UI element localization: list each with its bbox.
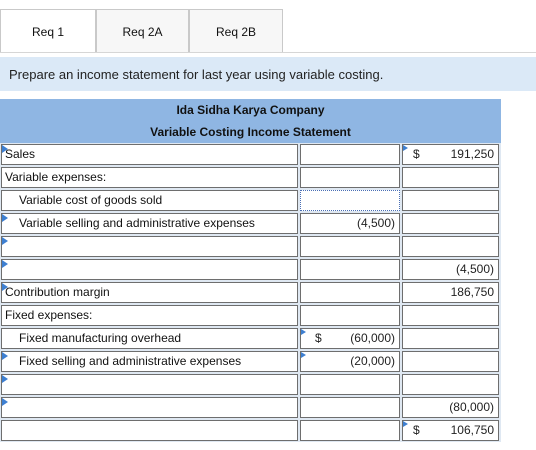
row-label: Contribution margin: [5, 285, 110, 299]
amount-field[interactable]: [300, 167, 400, 188]
dropdown-indicator-icon: [403, 421, 408, 427]
total-field[interactable]: [402, 328, 499, 349]
statement-row: [0, 327, 501, 350]
row-label: Sales: [5, 147, 36, 161]
row-label-field[interactable]: [1, 259, 298, 280]
company-name-header: [0, 99, 501, 121]
tab-req-2a[interactable]: [96, 9, 189, 53]
instruction-text: Prepare an income statement for last year using variable costing.: [9, 66, 384, 82]
row-label-field[interactable]: [1, 420, 298, 441]
total-value: 191,250: [450, 147, 494, 161]
row-label-field[interactable]: [1, 236, 298, 257]
total-value: 106,750: [450, 423, 494, 437]
dropdown-indicator-icon: [301, 352, 306, 358]
total-field[interactable]: [402, 190, 499, 211]
row-label: Variable cost of goods sold: [19, 193, 163, 207]
row-label-field[interactable]: [1, 328, 298, 349]
tab-divider: [0, 52, 536, 53]
dropdown-indicator-icon: [2, 145, 8, 153]
dropdown-indicator-icon: [301, 329, 306, 335]
total-field[interactable]: [402, 351, 499, 372]
statement-row: [0, 373, 501, 396]
currency-symbol: $: [413, 423, 420, 437]
statement-row: [0, 258, 501, 281]
total-field[interactable]: [402, 259, 499, 280]
row-label-field[interactable]: [1, 282, 298, 303]
statement-row: [0, 189, 501, 212]
statement-row: [0, 166, 501, 189]
row-label-field[interactable]: [1, 374, 298, 395]
company-name: Ida Sidha Karya Company: [176, 103, 325, 117]
total-field[interactable]: [402, 305, 499, 326]
row-label: Fixed selling and administrative expenses: [19, 354, 242, 368]
amount-field[interactable]: [300, 282, 400, 303]
row-label-field[interactable]: [1, 213, 298, 234]
amount-field[interactable]: [300, 328, 400, 349]
amount-field[interactable]: [300, 305, 400, 326]
total-field[interactable]: [402, 420, 499, 441]
total-field[interactable]: [402, 282, 499, 303]
total-value: (4,500): [455, 262, 494, 276]
instruction-bar: [0, 57, 536, 91]
total-value: 186,750: [450, 285, 494, 299]
tab-req-1[interactable]: [0, 9, 96, 53]
dropdown-indicator-icon: [403, 145, 408, 151]
row-label-field[interactable]: [1, 305, 298, 326]
total-field[interactable]: [402, 236, 499, 257]
statement-title-header: [0, 121, 501, 143]
statement-row: [0, 419, 501, 442]
amount-field[interactable]: [300, 144, 400, 165]
statement-row: [0, 396, 501, 419]
total-field[interactable]: [402, 144, 499, 165]
amount-field[interactable]: [300, 236, 400, 257]
dropdown-indicator-icon: [2, 214, 8, 222]
dropdown-indicator-icon: [2, 283, 8, 291]
row-label-field[interactable]: [1, 190, 298, 211]
dropdown-indicator-icon: [2, 398, 8, 406]
statement-row: [0, 304, 501, 327]
tab-label: Req 2A: [122, 24, 163, 39]
amount-field[interactable]: [300, 420, 400, 441]
income-statement-table: [0, 143, 501, 448]
amount-value: (20,000): [350, 354, 395, 368]
total-value: (80,000): [449, 400, 494, 414]
currency-symbol: $: [413, 147, 420, 161]
amount-field[interactable]: [300, 374, 400, 395]
total-field[interactable]: [402, 374, 499, 395]
statement-row: [0, 281, 501, 304]
amount-value: (4,500): [356, 216, 395, 230]
currency-symbol: $: [315, 331, 322, 345]
row-label-field[interactable]: [1, 397, 298, 418]
statement-row: [0, 350, 501, 373]
tab-label: Req 1: [31, 24, 65, 39]
row-label-field[interactable]: [1, 167, 298, 188]
row-label-field[interactable]: [1, 144, 298, 165]
dropdown-indicator-icon: [2, 352, 8, 360]
statement-row: [0, 212, 501, 235]
row-label-field[interactable]: [1, 351, 298, 372]
dropdown-indicator-icon: [2, 260, 8, 268]
amount-field[interactable]: [300, 397, 400, 418]
statement-title: Variable Costing Income Statement: [150, 125, 351, 139]
amount-value: (60,000): [350, 331, 395, 345]
amount-field[interactable]: [300, 259, 400, 280]
row-label: Variable selling and administrative expenses: [19, 216, 255, 230]
dropdown-indicator-icon: [2, 237, 8, 245]
dropdown-indicator-icon: [2, 375, 8, 383]
tab-bar: [0, 0, 536, 56]
statement-row: [0, 143, 501, 166]
tab-req-2b[interactable]: [189, 9, 283, 53]
row-label: Fixed expenses:: [5, 308, 93, 322]
amount-field[interactable]: [300, 190, 400, 211]
total-field[interactable]: [402, 213, 499, 234]
amount-field[interactable]: [300, 213, 400, 234]
row-label: Variable expenses:: [5, 170, 107, 184]
amount-field[interactable]: [300, 351, 400, 372]
row-label: Fixed manufacturing overhead: [19, 331, 182, 345]
total-field[interactable]: [402, 397, 499, 418]
total-field[interactable]: [402, 167, 499, 188]
tab-label: Req 2B: [215, 24, 257, 39]
statement-row: [0, 235, 501, 258]
